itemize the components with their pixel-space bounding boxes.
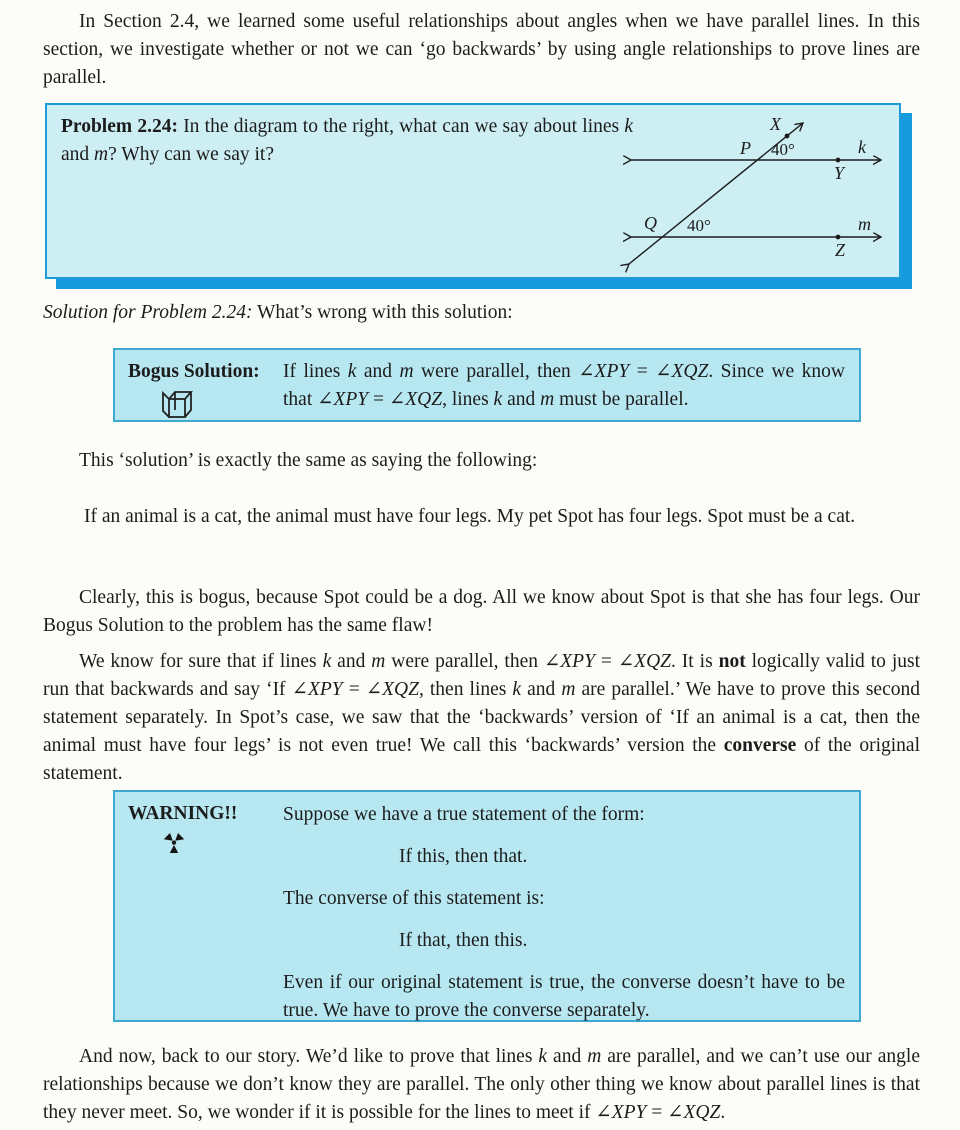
solution-intro: Solution for Problem 2.24: What’s wrong with this solution: <box>43 302 513 323</box>
problem-statement <box>61 113 633 169</box>
label-z: Z <box>834 240 846 260</box>
problem-box <box>45 103 901 279</box>
label-m: m <box>858 214 871 234</box>
warning-label-column <box>115 792 283 1020</box>
same-as-line: This ‘solution’ is exactly the same as saying the following: <box>79 450 538 471</box>
bogus-label-column <box>115 350 283 420</box>
cat-analogy-quote: If an animal is a cat, the animal must have four legs. My pet Spot has four legs. Spot must be a cat. <box>84 506 856 527</box>
angle-top: 40° <box>771 140 795 159</box>
bogus-solution-text: If lines k and m were parallel, then ∠XPY = ∠XQZ. Since we know that ∠XPY = ∠XQZ, lines k and m must be parallel. <box>283 361 845 410</box>
warning-line-3: The converse of this statement is: <box>283 888 545 909</box>
label-y: Y <box>833 163 845 183</box>
radiation-icon <box>162 831 186 855</box>
bogus-solution-box <box>113 348 861 422</box>
label-k: k <box>858 137 866 157</box>
label-q: Q <box>644 213 657 233</box>
intro-paragraph: In Section 2.4, we learned some useful relationships about angles when we have parallel lines. In this section, we investigate whether or not we can ‘go backwards’ by using angle relationships to prove lines are parallel. <box>43 11 920 88</box>
bogus-solution-label: Bogus Solution: <box>128 361 260 382</box>
point-z <box>836 235 841 240</box>
point-x <box>785 134 790 139</box>
warning-line-1: Suppose we have a true statement of the form: <box>283 804 645 825</box>
point-y <box>836 158 841 163</box>
warning-line-5: Even if our original statement is true, the converse doesn’t have to be true. We have to prove the converse separately. <box>283 972 845 1021</box>
closing-paragraph: And now, back to our story. We’d like to prove that lines k and m are parallel, and we can’t use our angle relationships because we don’t know they are parallel. The only other thing we know about parallel lines is that they never meet. So, we wonder if it is possible for the lines to meet if ∠XPY = ∠XQZ. <box>43 1046 921 1123</box>
label-p: P <box>740 138 751 158</box>
parallel-lines-diagram <box>615 107 897 277</box>
warning-line-4: If that, then this. <box>399 930 528 951</box>
warning-label: WARNING!! <box>128 803 238 824</box>
warning-content <box>283 792 859 1020</box>
angle-bottom: 40° <box>687 216 711 235</box>
clearly-paragraph: Clearly, this is bogus, because Spot could be a dog. All we know about Spot is that she has four legs. Our Bogus Solution to the problem has the same flaw! <box>43 587 920 636</box>
problem-label: Problem 2.24: <box>61 116 178 137</box>
label-x: X <box>770 114 781 134</box>
problem-text: In the diagram to the right, what can we say about lines k and m? Why can we say it? <box>61 116 633 165</box>
warning-line-2: If this, then that. <box>399 846 528 867</box>
warning-box <box>113 790 861 1022</box>
converse-paragraph: We know for sure that if lines k and m were parallel, then ∠XPY = ∠XQZ. It is not logically valid to just run that backwards and say ‘If ∠XPY = ∠XQZ, then lines k and m are parallel.’ We have to prove this second statement separately. In Spot’s case, we saw that the ‘backwards’ version of ‘If an animal is a cat, then the animal must have four legs’ is not even true! We call this ‘backwards’ version the converse of the original statement. <box>43 651 921 784</box>
wireframe-box-icon <box>158 389 194 421</box>
